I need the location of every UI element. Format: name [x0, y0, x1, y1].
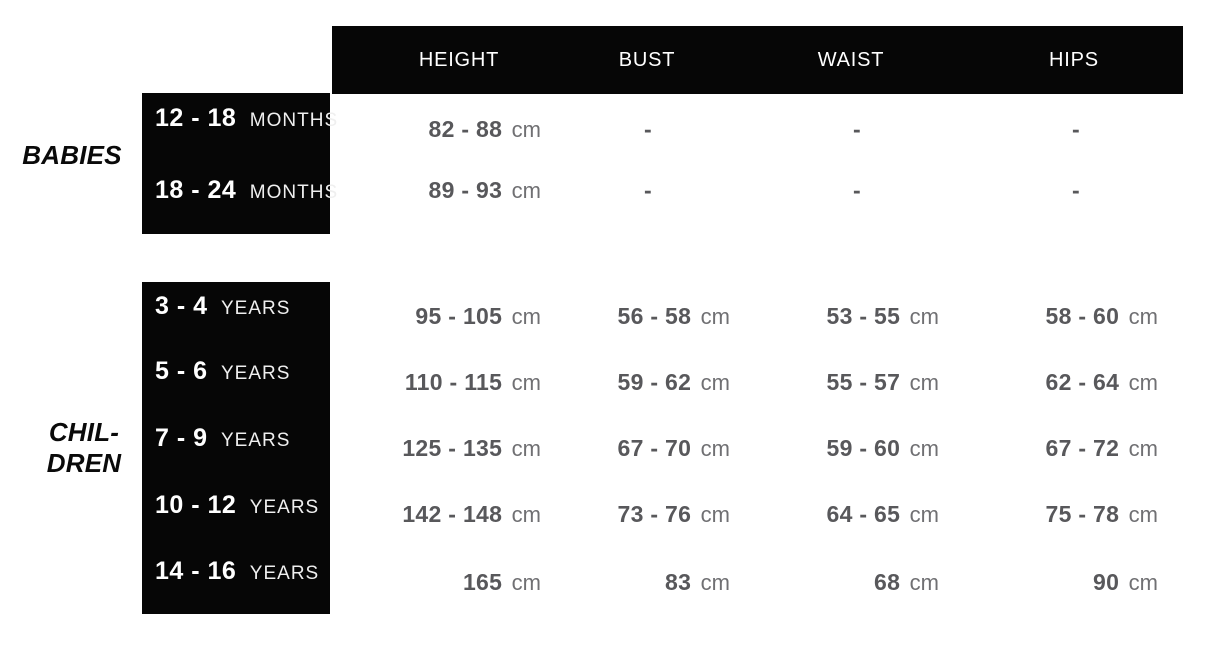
age-unit: YEARS	[249, 563, 320, 584]
height-unit: cm	[511, 570, 541, 595]
bust-unit: cm	[700, 436, 730, 461]
table-row	[0, 432, 1205, 464]
bust-value: 59 - 62	[617, 369, 692, 395]
height-unit: cm	[511, 117, 541, 142]
height-unit: cm	[511, 436, 541, 461]
waist-unit: cm	[909, 570, 939, 595]
hips-cell	[898, 113, 1158, 145]
hips-cell	[898, 566, 1158, 598]
waist-value: -	[853, 116, 861, 142]
waist-unit: cm	[909, 502, 939, 527]
waist-unit: cm	[909, 304, 939, 329]
waist-value: -	[853, 177, 861, 203]
age-unit: YEARS	[220, 430, 291, 451]
column-header-hips: HIPS	[1049, 49, 1099, 71]
group-label-babies: BABIES	[22, 140, 122, 170]
waist-value: 64 - 65	[826, 501, 901, 527]
column-header-height: HEIGHT	[418, 49, 500, 71]
age-unit: YEARS	[249, 497, 320, 518]
bust-value: -	[644, 116, 652, 142]
age-range: 5 - 6	[155, 357, 208, 385]
hips-cell	[898, 174, 1158, 206]
hips-value: 62 - 64	[1045, 369, 1120, 395]
column-header-bar	[332, 26, 1183, 94]
hips-value: -	[1072, 116, 1080, 142]
hips-cell	[898, 498, 1158, 530]
age-range: 14 - 16	[155, 557, 237, 585]
hips-cell	[898, 300, 1158, 332]
waist-value: 68	[874, 569, 901, 595]
table-row	[0, 566, 1205, 598]
bust-unit: cm	[700, 570, 730, 595]
bust-unit: cm	[700, 502, 730, 527]
waist-value: 55 - 57	[826, 369, 901, 395]
age-range: 3 - 4	[155, 292, 208, 320]
age-range: 12 - 18	[155, 104, 237, 132]
hips-cell	[898, 366, 1158, 398]
height-value: 95 - 105	[415, 303, 503, 329]
hips-value: 58 - 60	[1045, 303, 1120, 329]
bust-unit: cm	[700, 370, 730, 395]
hips-unit: cm	[1128, 370, 1158, 395]
column-header-waist: WAIST	[817, 49, 885, 71]
hips-cell	[898, 432, 1158, 464]
height-value: 125 - 135	[402, 435, 503, 461]
table-row	[0, 113, 1205, 145]
height-unit: cm	[511, 304, 541, 329]
height-value: 82 - 88	[428, 116, 503, 142]
bust-unit: cm	[700, 304, 730, 329]
age-range: 18 - 24	[155, 176, 237, 204]
group-label-children-line2: DREN	[46, 448, 122, 478]
table-row	[0, 174, 1205, 206]
hips-value: 75 - 78	[1045, 501, 1120, 527]
hips-value: 67 - 72	[1045, 435, 1120, 461]
waist-unit: cm	[909, 436, 939, 461]
hips-unit: cm	[1128, 304, 1158, 329]
age-unit: MONTHS	[249, 182, 339, 203]
bust-value: 73 - 76	[617, 501, 692, 527]
table-row	[0, 498, 1205, 530]
age-range: 10 - 12	[155, 491, 237, 519]
hips-value: 90	[1093, 569, 1120, 595]
waist-value: 53 - 55	[826, 303, 901, 329]
age-unit: YEARS	[220, 363, 291, 384]
hips-value: -	[1072, 177, 1080, 203]
height-value: 142 - 148	[402, 501, 503, 527]
waist-value: 59 - 60	[826, 435, 901, 461]
bust-value: 83	[665, 569, 692, 595]
height-value: 110 - 115	[404, 369, 503, 395]
age-unit: YEARS	[220, 298, 291, 319]
hips-unit: cm	[1128, 436, 1158, 461]
table-row	[0, 366, 1205, 398]
bust-value: -	[644, 177, 652, 203]
waist-unit: cm	[909, 370, 939, 395]
age-unit: MONTHS	[249, 110, 339, 131]
hips-unit: cm	[1128, 502, 1158, 527]
height-value: 165	[462, 569, 503, 595]
age-range: 7 - 9	[155, 424, 208, 452]
height-value: 89 - 93	[428, 177, 503, 203]
bust-value: 67 - 70	[617, 435, 692, 461]
bust-value: 56 - 58	[617, 303, 692, 329]
height-unit: cm	[511, 502, 541, 527]
table-row	[0, 300, 1205, 332]
group-label-children-line1: CHIL-	[48, 417, 120, 447]
hips-unit: cm	[1128, 570, 1158, 595]
height-unit: cm	[511, 178, 541, 203]
column-header-bust: BUST	[618, 49, 676, 71]
height-unit: cm	[511, 370, 541, 395]
